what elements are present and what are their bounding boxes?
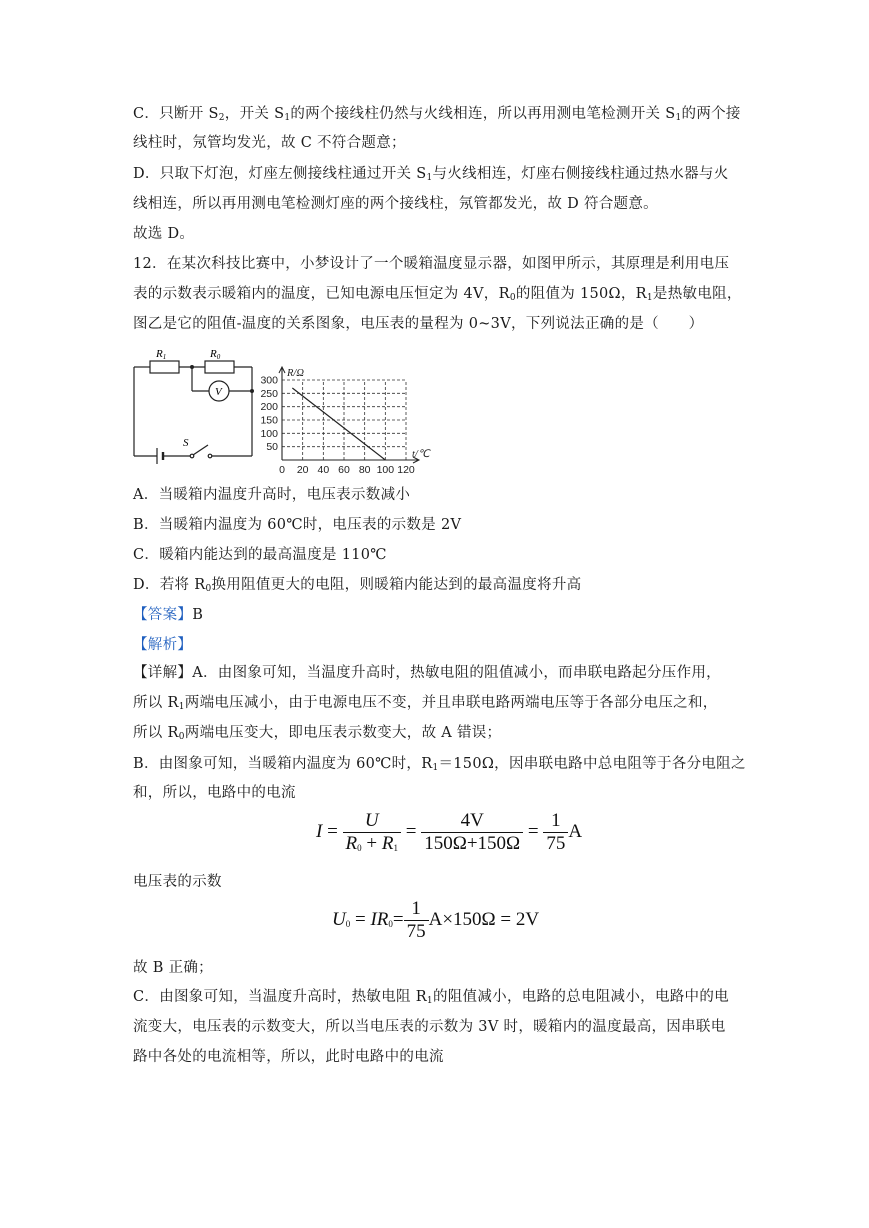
choose-d: 故选 D。 <box>133 226 195 242</box>
y-tick-label: 100 <box>260 427 278 440</box>
x-tick-label: 60 <box>338 464 350 476</box>
x-tick-label: 120 <box>397 464 415 476</box>
junction-dot-top <box>190 365 194 369</box>
formula-current: I = $\frac{U}{R_0 + R_1}$ = $\frac{4V}{150\Omega+150\Omega}$ = $\frac{1}{75}$ A <box>316 810 583 854</box>
x-tick-label: 20 <box>296 464 309 476</box>
r-t-series-line <box>292 388 385 460</box>
switch-blade <box>193 445 208 455</box>
frac-values: $\frac{4V}{150\Omega+150\Omega}$ <box>421 810 523 855</box>
option-c: C．暖箱内能达到的最高温度是 110℃ <box>133 547 387 563</box>
b-correct: 故 B 正确； <box>133 960 213 976</box>
detail-b-line-1: B．由图象可知，当暖箱内温度为 60℃时，$R_1=150\Omega$，因串联电路中总电阻等于各分电阻之 <box>133 756 746 773</box>
r1-resistor <box>150 361 179 373</box>
detail-c-line-2: 流变大，电压表的示数变大，所以当电压表的示数为 3V 时，暖箱内的温度最高，因串联电 <box>133 1019 726 1035</box>
frac-result: $\frac{1}{75}$ <box>543 810 568 855</box>
figure-svg <box>130 348 430 476</box>
x-tick-label: 0 <box>279 464 285 476</box>
answer-line <box>133 605 203 625</box>
y-tick-label: 300 <box>260 374 278 387</box>
x-tick-label: 40 <box>317 464 330 476</box>
option-c-line-1: C．只断开 $S_2$，开关 $S_1$的两个接线柱仍然与火线相连，所以再用测电笔检测开关 $S_1$的两个接 <box>133 106 741 123</box>
y-tick-label: 200 <box>260 401 278 414</box>
detail-line-2: 所以 $R_1$两端电压减小，由于电源电压不变，并且串联电路两端电压等于各部分电压之和， <box>133 695 718 712</box>
x-tick-label: 80 <box>358 464 371 476</box>
voltmeter-reading-label: 电压表的示数 <box>133 874 222 890</box>
r1-label: R1 <box>156 348 167 361</box>
detail-c-line-1: C．由图象可知，当温度升高时，热敏电阻 $R_1$的阻值减小，电路的总电阻减小，电路中的电 <box>133 989 729 1006</box>
r0-label: R0 <box>210 348 221 361</box>
x-axis-label: t/℃ <box>412 449 430 460</box>
option-d-line-2: 线相连，所以再用测电笔检测灯座的两个接线柱，氖管都发光，故 D 符合题意。 <box>133 196 658 212</box>
detail-c-line-3: 路中各处的电流相等，所以，此时电路中的电流 <box>133 1049 444 1065</box>
switch-label: S <box>183 437 189 449</box>
option-d-line-1: D．只取下灯泡，灯座左侧接线柱通过开关 $S_1$与火线相连，灯座右侧接线柱通过热水器与火 <box>133 166 729 183</box>
option-b: B．当暖箱内温度为 60℃时，电压表的示数是 2V <box>133 517 462 533</box>
x-tick-label: 100 <box>376 464 395 476</box>
option-a: A．当暖箱内温度升高时，电压表示数减小 <box>133 487 411 503</box>
answer-tag: 【答案】 <box>133 607 193 623</box>
y-axis-label: R/Ω <box>287 368 304 379</box>
option-c-line-2: 线柱时，氖管均发光，故 C 不符合题意； <box>133 135 406 151</box>
option-d: D．若将 $R_0$换用阻值更大的电阻，则暖箱内能达到的最高温度将升高 <box>133 577 582 594</box>
figure <box>130 348 430 478</box>
y-tick-label: 50 <box>266 441 278 454</box>
y-tick-label: 250 <box>260 387 278 400</box>
q12-line-1: 12．在某次科技比赛中，小梦设计了一个暖箱温度显示器，如图甲所示，其原理是利用电压 <box>133 256 730 272</box>
detail-line-3: 所以 $R_0$两端电压变大，即电压表示数变大，故 A 错误； <box>133 725 502 742</box>
r-t-chart <box>260 367 430 476</box>
frac-u-over-r: $\frac{U}{R_0 + R_1}$ <box>343 810 401 855</box>
detail-line-1: 【详解】A．由图象可知，当温度升高时，热敏电阻的阻值减小，而串联电路起分压作用， <box>133 665 721 681</box>
circuit-diagram <box>134 361 252 464</box>
q12-line-2: 表的示数表示暖箱内的温度，已知电源电压恒定为 4V，$R_0$的阻值为 150Ω，$R_1$是热敏电阻， <box>133 286 742 303</box>
junction-dot-right <box>250 389 254 393</box>
formula-voltage: $U_0 = IR_0=$ $\frac{1}{75}$ A×150Ω = 2V <box>332 898 540 942</box>
voltmeter-label: V <box>215 386 222 398</box>
answer-value: B <box>192 607 204 623</box>
frac-one-75: $\frac{1}{75}$ <box>404 898 429 943</box>
detail-b-line-2: 和，所以，电路中的电流 <box>133 785 296 801</box>
analysis-tag: 【解析】 <box>133 637 193 653</box>
r0-resistor <box>205 361 234 373</box>
q12-line-3: 图乙是它的阻值-温度的关系图象，电压表的量程为 0~3V，下列说法正确的是（ ） <box>133 316 704 332</box>
y-tick-label: 150 <box>260 414 278 427</box>
